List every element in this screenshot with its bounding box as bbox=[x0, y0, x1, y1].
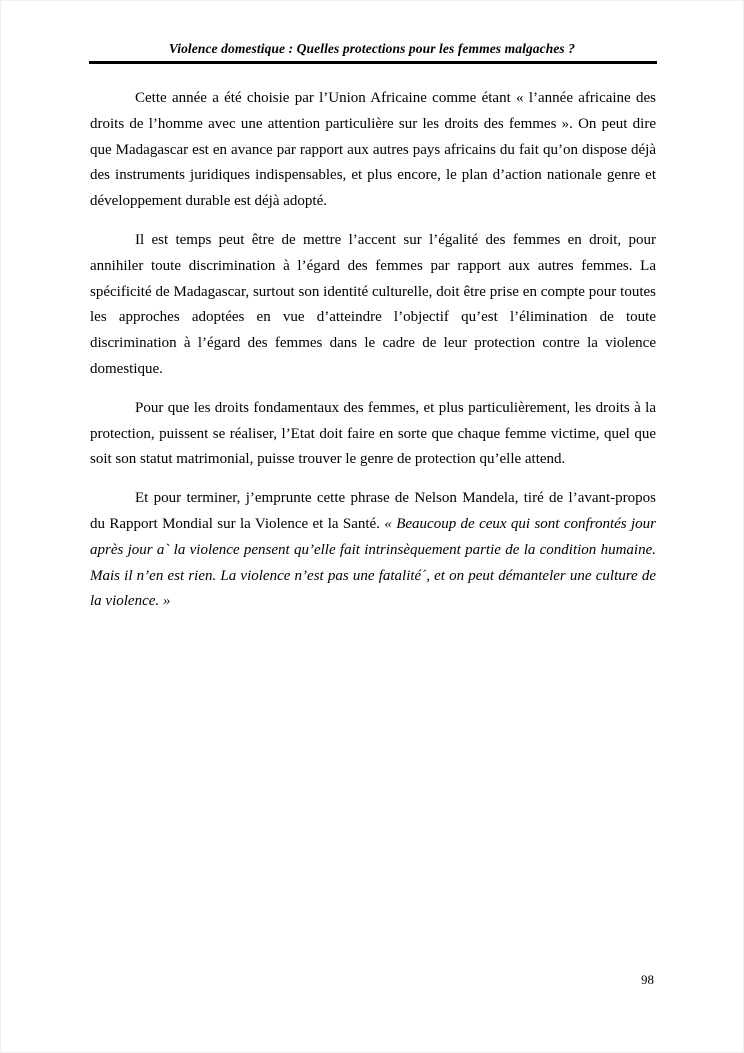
page-header-title: Violence domestique : Quelles protections pour les femmes malgaches ? bbox=[168, 41, 576, 56]
paragraph: Pour que les droits fondamentaux des femmes, et plus particulièrement, les droits à la protection, puissent se réaliser, l’Etat doit faire en sorte que chaque femme victime, quel que soit son statut matrimonial, puisse trouver le genre de protection qu’elle attend. bbox=[90, 399, 656, 468]
paragraph: Cette année a été choisie par l’Union Africaine comme étant « l’année africaine des droits de l’homme avec une attention particulière sur les droits des femmes ». On peut dire que Madagascar est en avance par rapport aux autres pays africains du fait qu’on dispose déjà des instruments juridiques indispensables, et plus encore, le plan d’action nationale genre et développement durable est déjà adopté. bbox=[90, 90, 656, 210]
paragraph-closing bbox=[90, 486, 656, 615]
header-divider bbox=[89, 61, 657, 64]
closing-intro-text: Et pour terminer, j’emprunte cette phrase de Nelson Mandela, tiré de l’avant-propos du Rapport Mondial sur la Violence et la Santé. bbox=[90, 490, 656, 532]
paragraph: Il est temps peut être de mettre l’accent sur l’égalité des femmes en droit, pour annihiler toute discrimination à l’égard des femmes par rapport aux autres femmes. La spécificité de Madagascar, surtout son identité culturelle, doit être prise en compte pour toutes les approches adoptées en vue d’atteindre l’objectif qu’est l’élimination de toute discrimination à l’égard des femmes dans le cadre de leur protection contre la violence domestique. bbox=[90, 231, 656, 377]
page-number: 98 bbox=[641, 972, 654, 987]
page-body bbox=[90, 86, 656, 628]
mandela-quote-text: « Beaucoup de ceux qui sont confrontés jour après jour a` la violence pensent qu’elle fait intrinsèquement partie de la condition humaine. Mais il n’en est rien. La violence n’est pas une fatalité´, et on peut démanteler une culture de la violence. » bbox=[90, 515, 656, 610]
